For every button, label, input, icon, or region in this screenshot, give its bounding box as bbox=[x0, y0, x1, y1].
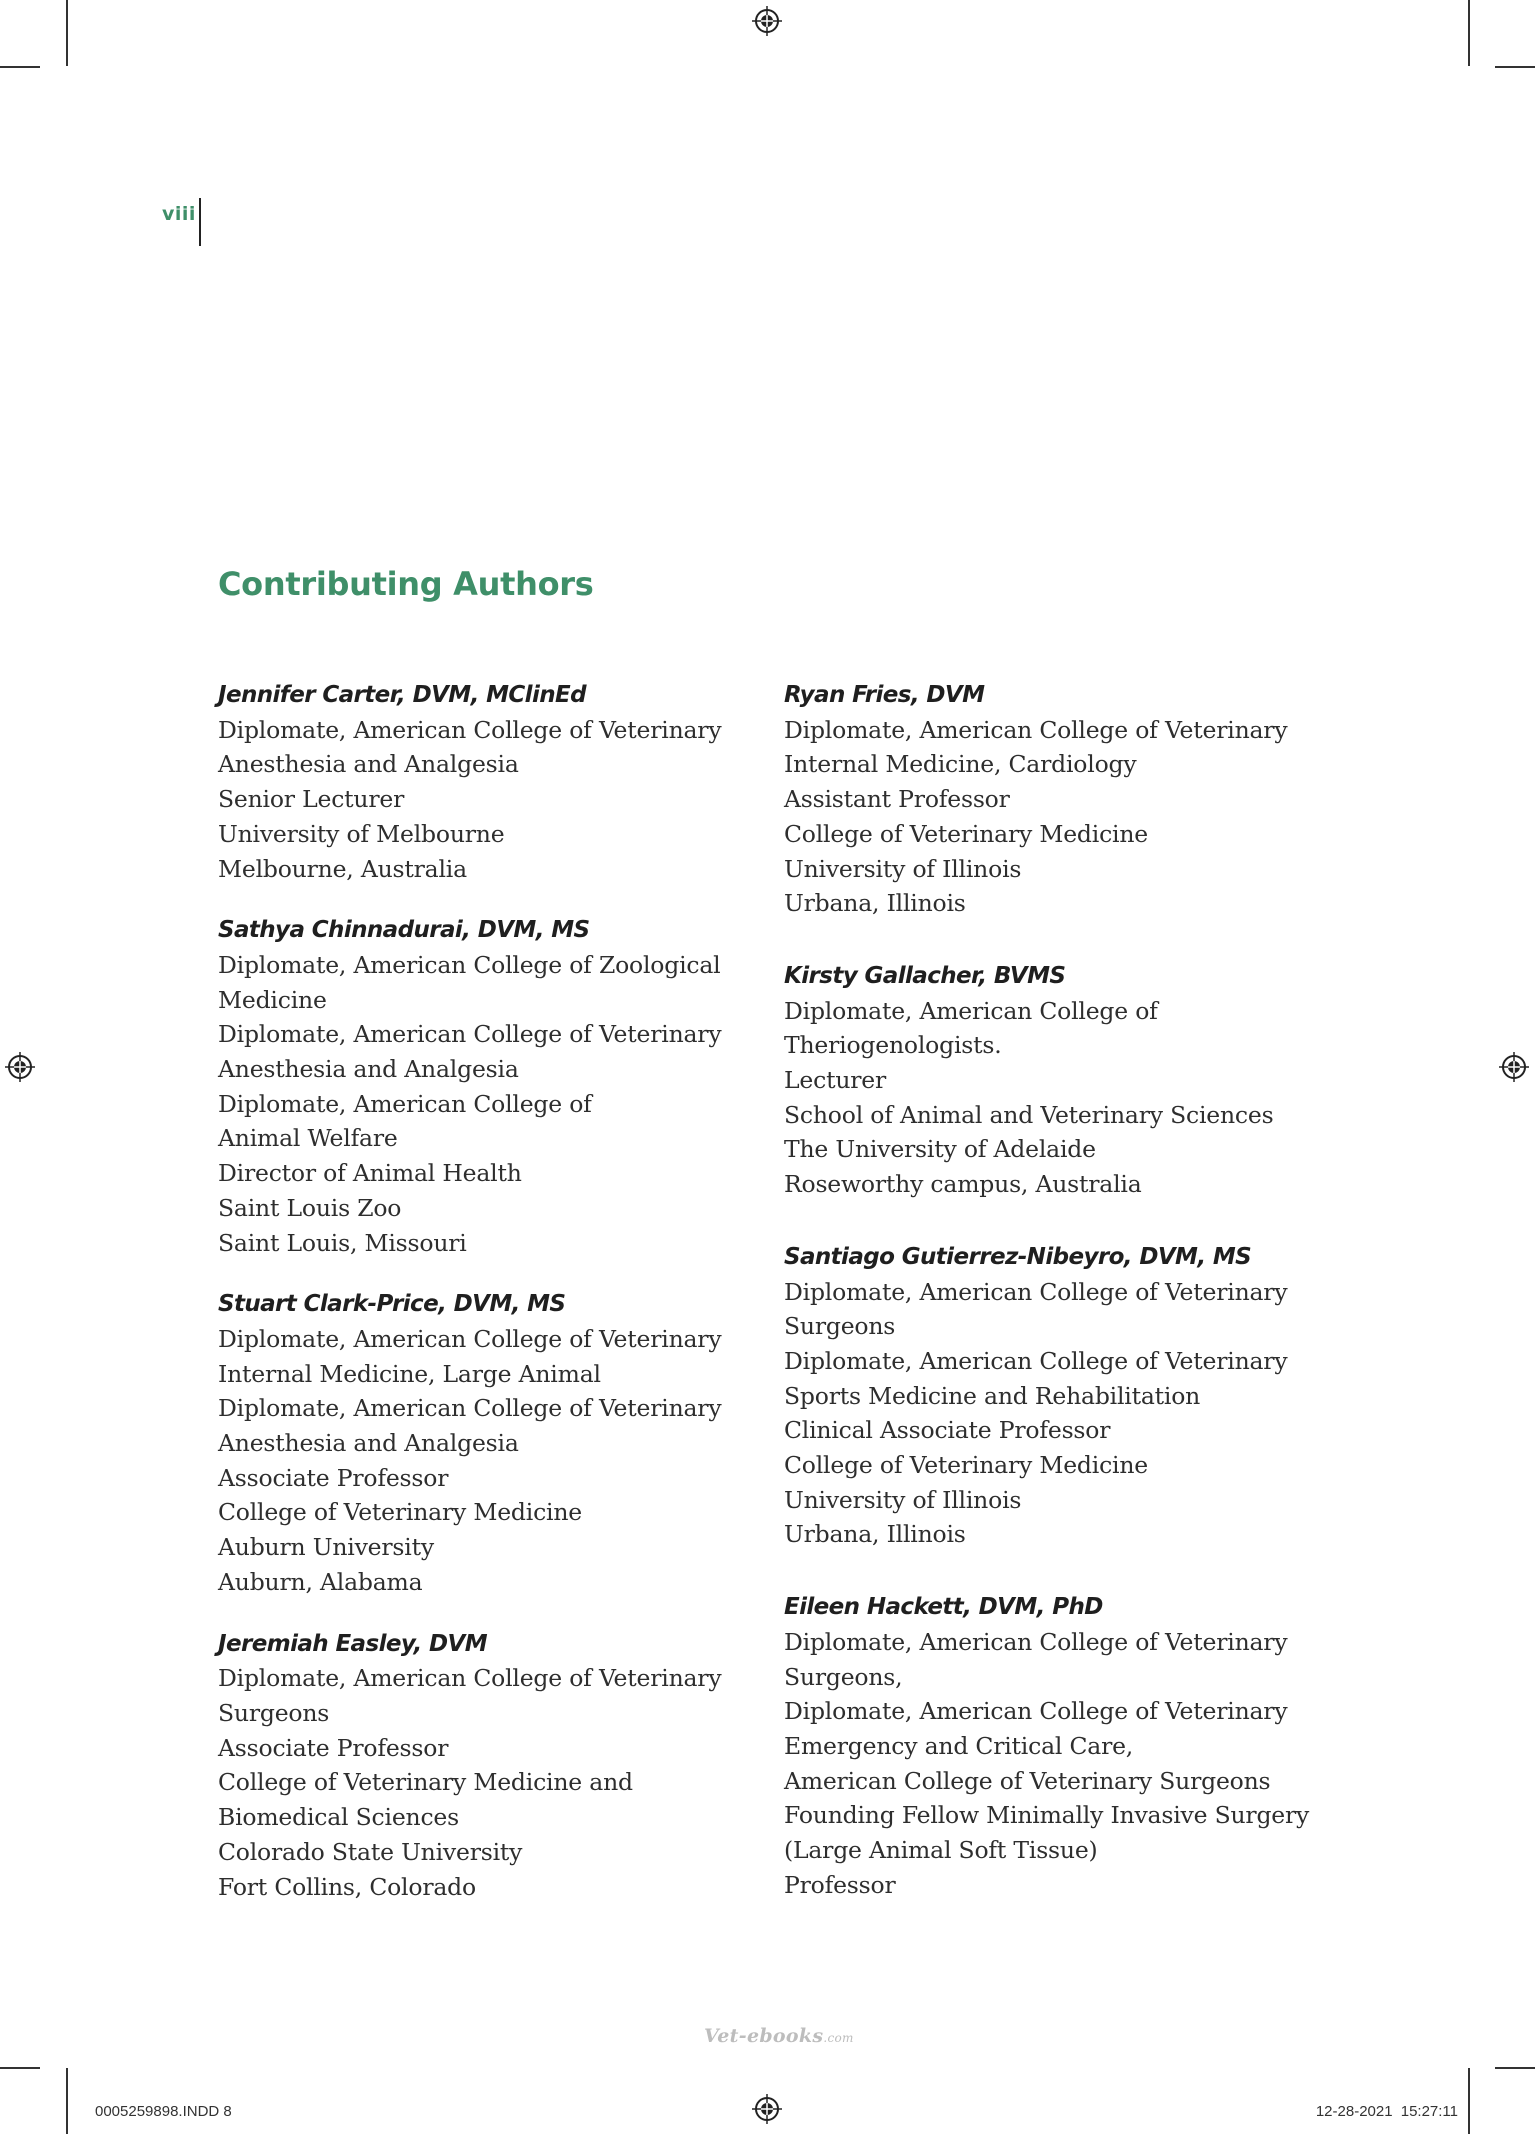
footer-timestamp: 12-28-2021 15:27:11 bbox=[1315, 2103, 1458, 2120]
author-affiliation-line: Sports Medicine and Rehabilitation bbox=[784, 1381, 1201, 1410]
section-title: Contributing Authors bbox=[218, 565, 594, 603]
crop-mark bbox=[66, 0, 68, 66]
author-affiliation-line: Surgeons bbox=[218, 1698, 330, 1727]
author-affiliation-line: Surgeons bbox=[784, 1312, 896, 1341]
crop-mark bbox=[0, 2067, 40, 2069]
author-affiliation-line: Professor bbox=[784, 1870, 896, 1899]
author-affiliation-line: Assistant Professor bbox=[784, 785, 1010, 814]
registration-mark-icon bbox=[752, 6, 782, 36]
author-affiliation-line: School of Animal and Veterinary Sciences bbox=[784, 1100, 1274, 1129]
author-affiliation-line: Diplomate, American College of Veterinary bbox=[218, 715, 722, 744]
author-entry bbox=[784, 959, 1304, 1202]
author-affiliation-line: Diplomate, American College of Veterinary bbox=[784, 1627, 1288, 1656]
author-name: Jennifer Carter, DVM, MClinEd bbox=[218, 682, 586, 708]
author-affiliation-line: Diplomate, American College of Veterinary bbox=[784, 715, 1288, 744]
watermark-suffix: .com bbox=[823, 2031, 854, 2045]
right-author-column bbox=[784, 678, 1310, 1903]
author-affiliation-line: Diplomate, American College of Veterinary bbox=[784, 1697, 1288, 1726]
author-affiliation-line: Diplomate, American College of Veterinary bbox=[218, 1324, 722, 1353]
author-affiliation-line: Urbana, Illinois bbox=[784, 889, 966, 918]
author-entry bbox=[784, 678, 1304, 921]
author-affiliation-line: College of Veterinary Medicine bbox=[784, 1451, 1148, 1480]
page-number: viii bbox=[162, 203, 196, 225]
author-affiliation-line: Diplomate, American College of Veterinary bbox=[218, 1664, 722, 1693]
author-name: Stuart Clark-Price, DVM, MS bbox=[218, 1291, 566, 1318]
author-affiliation-line: University of Melbourne bbox=[218, 819, 505, 848]
author-entry bbox=[218, 678, 738, 886]
author-affiliation-line: Urbana, Illinois bbox=[784, 1520, 966, 1549]
crop-mark bbox=[66, 2068, 68, 2134]
author-affiliation-line: (Large Animal Soft Tissue) bbox=[784, 1836, 1098, 1865]
crop-mark bbox=[1495, 66, 1535, 68]
author-affiliation-line: Senior Lecturer bbox=[218, 785, 405, 814]
author-affiliation-line: Diplomate, American College of Zoological bbox=[218, 950, 721, 979]
watermark-text: Vet-ebooks bbox=[704, 2025, 824, 2047]
author-affiliation-line: Emergency and Critical Care, bbox=[784, 1731, 1134, 1760]
crop-mark bbox=[1468, 0, 1470, 66]
author-affiliation-line: Medicine bbox=[218, 985, 327, 1014]
author-affiliation-line: Fort Collins, Colorado bbox=[218, 1872, 476, 1901]
author-affiliation-line: Saint Louis, Missouri bbox=[218, 1228, 467, 1257]
author-affiliation-line: American College of Veterinary Surgeons bbox=[784, 1766, 1271, 1795]
author-name: Ryan Fries, DVM bbox=[784, 682, 985, 708]
author-entry bbox=[218, 1627, 738, 1905]
author-entry bbox=[784, 1240, 1304, 1552]
author-affiliation-line: Founding Fellow Minimally Invasive Surgery bbox=[784, 1801, 1310, 1830]
author-affiliation-line: Surgeons, bbox=[784, 1662, 903, 1691]
author-affiliation-line: College of Veterinary Medicine bbox=[784, 819, 1148, 848]
author-affiliation-line: Lecturer bbox=[784, 1066, 887, 1095]
author-affiliation-line: Diplomate, American College of Veterinary bbox=[218, 1020, 722, 1049]
author-affiliation-line: Diplomate, American College of bbox=[218, 1089, 592, 1118]
author-affiliation-line: Diplomate, American College of Veterinary bbox=[218, 1394, 722, 1423]
author-affiliation-line: University of Illinois bbox=[784, 854, 1022, 883]
author-name: Kirsty Gallacher, BVMS bbox=[784, 962, 1066, 989]
author-affiliation-line: Auburn University bbox=[218, 1533, 434, 1562]
author-affiliation-line: Melbourne, Australia bbox=[218, 854, 467, 883]
author-entry bbox=[218, 1287, 738, 1599]
registration-mark-icon bbox=[752, 2094, 782, 2124]
author-name: Jeremiah Easley, DVM bbox=[218, 1630, 487, 1657]
author-affiliation-line: Director of Animal Health bbox=[218, 1159, 522, 1188]
author-affiliation-line: Diplomate, American College of bbox=[784, 996, 1158, 1025]
author-affiliation-line: Biomedical Sciences bbox=[218, 1803, 459, 1832]
crop-mark bbox=[0, 66, 40, 68]
author-affiliation-line: Auburn, Alabama bbox=[218, 1567, 423, 1596]
author-affiliation-line: Anesthesia and Analgesia bbox=[218, 1429, 519, 1458]
author-affiliation-line: Internal Medicine, Cardiology bbox=[784, 750, 1137, 779]
author-affiliation-line: Internal Medicine, Large Animal bbox=[218, 1359, 601, 1388]
author-entry bbox=[784, 1590, 1310, 1902]
author-affiliation-line: Roseworthy campus, Australia bbox=[784, 1170, 1142, 1199]
watermark-logo bbox=[704, 2025, 854, 2047]
footer-file-info: 0005259898.INDD 8 bbox=[95, 2103, 232, 2120]
page-number-rule bbox=[199, 198, 201, 246]
author-affiliation-line: College of Veterinary Medicine and bbox=[218, 1768, 633, 1797]
left-author-column bbox=[218, 678, 738, 1904]
author-affiliation-line: University of Illinois bbox=[784, 1485, 1022, 1514]
crop-mark bbox=[1468, 2068, 1470, 2134]
author-affiliation-line: Associate Professor bbox=[218, 1733, 449, 1762]
registration-mark-icon bbox=[5, 1052, 35, 1082]
author-name: Eileen Hackett, DVM, PhD bbox=[784, 1594, 1103, 1621]
author-affiliation-line: College of Veterinary Medicine bbox=[218, 1498, 582, 1527]
author-affiliation-line: Diplomate, American College of Veterinary bbox=[784, 1346, 1288, 1375]
author-affiliation-line: Colorado State University bbox=[218, 1837, 523, 1866]
author-name: Santiago Gutierrez-Nibeyro, DVM, MS bbox=[784, 1243, 1252, 1270]
crop-mark bbox=[1495, 2067, 1535, 2069]
author-affiliation-line: Clinical Associate Professor bbox=[784, 1416, 1111, 1445]
author-entry bbox=[218, 913, 738, 1260]
registration-mark-icon bbox=[1499, 1052, 1529, 1082]
author-name: Sathya Chinnadurai, DVM, MS bbox=[218, 917, 590, 944]
author-affiliation-line: Anesthesia and Analgesia bbox=[218, 750, 519, 779]
author-affiliation-line: The University of Adelaide bbox=[784, 1135, 1096, 1164]
author-affiliation-line: Associate Professor bbox=[218, 1463, 449, 1492]
author-affiliation-line: Animal Welfare bbox=[218, 1124, 398, 1153]
author-affiliation-line: Anesthesia and Analgesia bbox=[218, 1055, 519, 1084]
author-affiliation-line: Saint Louis Zoo bbox=[218, 1193, 402, 1222]
author-affiliation-line: Theriogenologists. bbox=[784, 1031, 1002, 1060]
author-affiliation-line: Diplomate, American College of Veterinary bbox=[784, 1277, 1288, 1306]
